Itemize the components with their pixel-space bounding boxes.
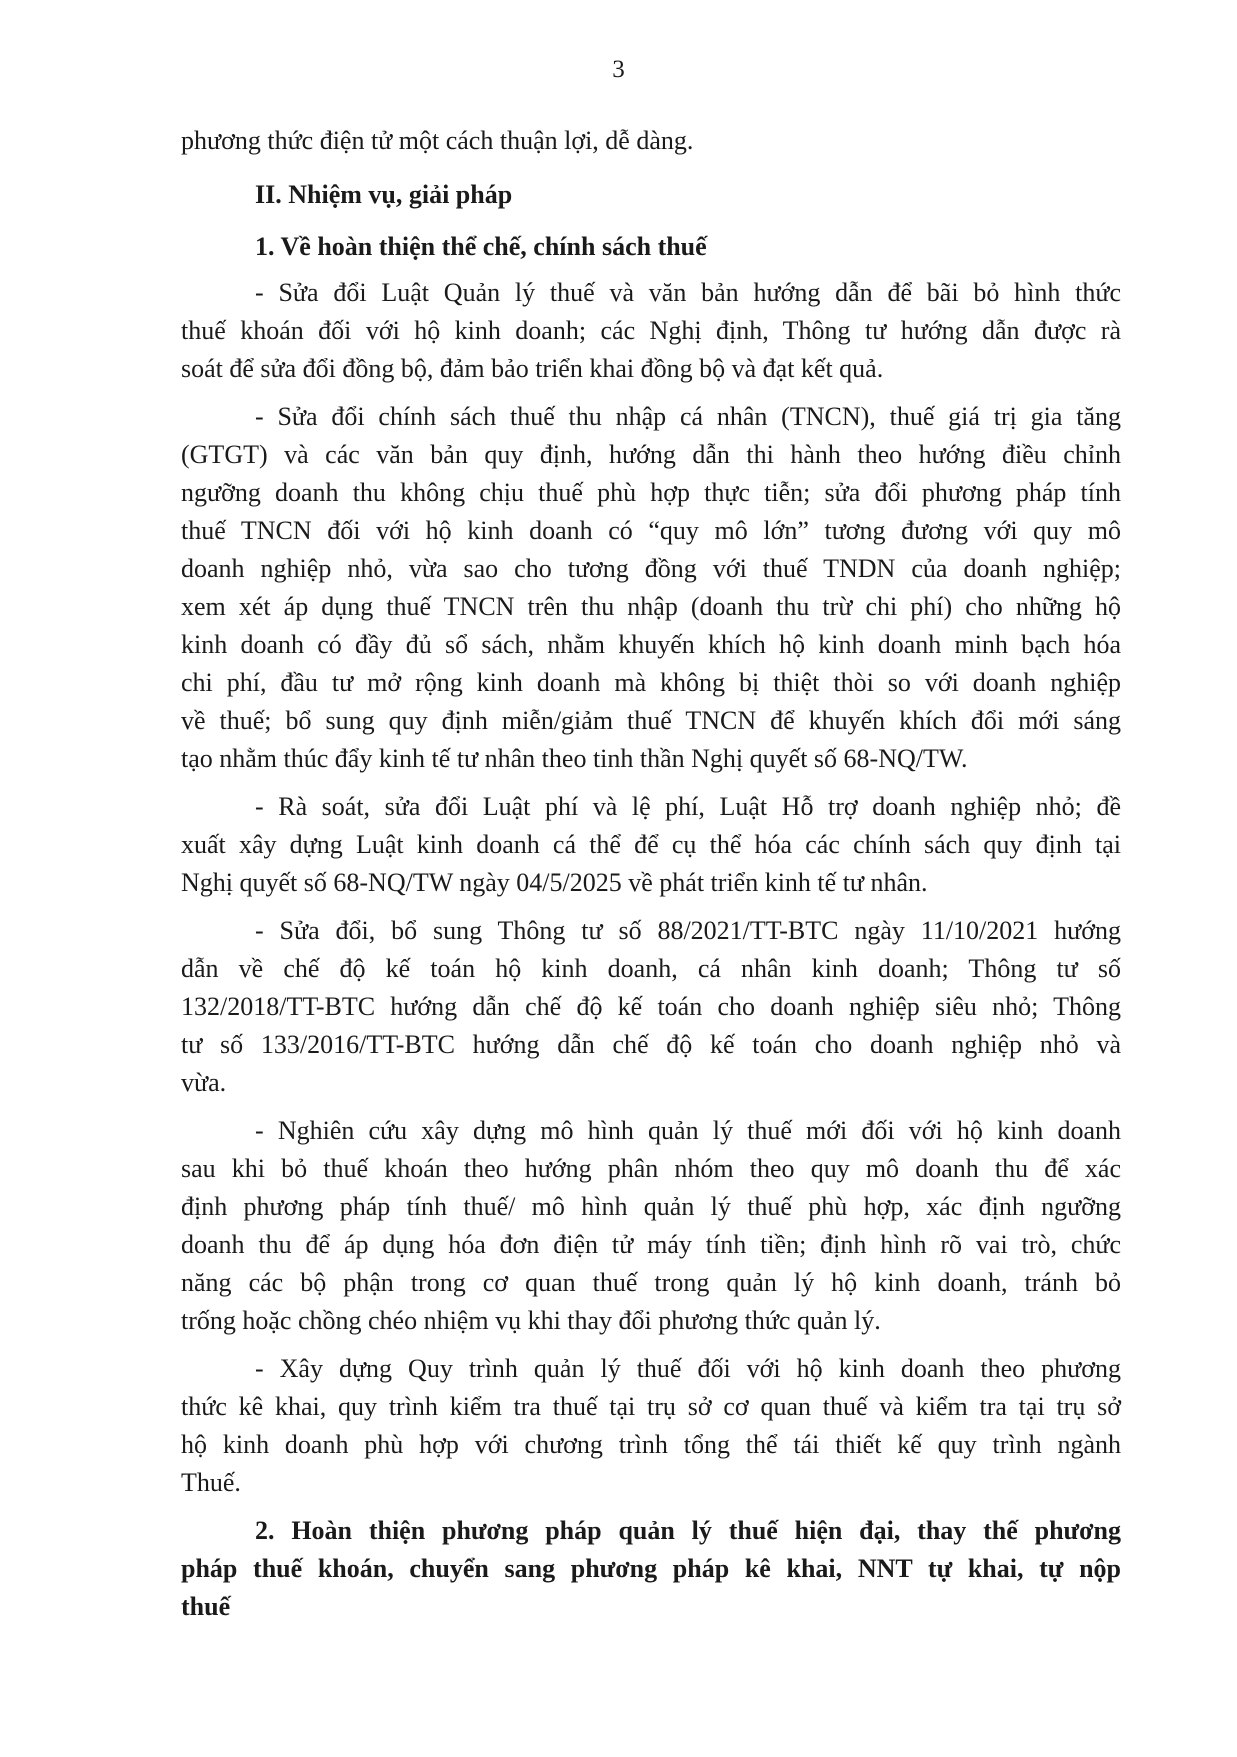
text-line: - Xây dựng Quy trình quản lý thuế đối với hộ kinh doanh theo phương bbox=[255, 1354, 1121, 1383]
text-line: tư số 133/2016/TT-BTC hướng dẫn chế độ kế toán cho doanh nghiệp nhỏ và bbox=[181, 1030, 1121, 1059]
text-line: xem xét áp dụng thuế TNCN trên thu nhập (doanh thu trừ chi phí) cho những hộ bbox=[181, 592, 1121, 621]
text-line: thuế TNCN đối với hộ kinh doanh có “quy mô lớn” tương đương với quy mô bbox=[181, 516, 1121, 545]
text-line: II. Nhiệm vụ, giải pháp bbox=[255, 180, 513, 209]
section-heading bbox=[181, 222, 1121, 272]
text-line: doanh nghiệp nhỏ, vừa sao cho tương đồng với thuế TNDN của doanh nghiệp; bbox=[181, 554, 1121, 583]
text-line: (GTGT) và các văn bản quy định, hướng dẫn thi hành theo hướng điều chỉnh bbox=[181, 440, 1121, 469]
paragraph bbox=[181, 912, 1121, 1102]
paragraph bbox=[181, 788, 1121, 902]
text-line: 132/2018/TT-BTC hướng dẫn chế độ kế toán cho doanh nghiệp siêu nhỏ; Thông bbox=[181, 992, 1121, 1021]
text-line: - Sửa đổi chính sách thuế thu nhập cá nhân (TNCN), thuế giá trị gia tăng bbox=[255, 402, 1121, 431]
text-line: hộ kinh doanh phù hợp với chương trình tổng thể tái thiết kế quy trình ngành bbox=[181, 1430, 1121, 1459]
text-line: ngưỡng doanh thu không chịu thuế phù hợp thực tiễn; sửa đổi phương pháp tính bbox=[181, 478, 1121, 507]
page-number: 3 bbox=[612, 56, 625, 83]
text-line: năng các bộ phận trong cơ quan thuế trong quản lý hộ kinh doanh, tránh bỏ bbox=[181, 1268, 1121, 1297]
text-line: thuế khoán đối với hộ kinh doanh; các Nghị định, Thông tư hướng dẫn được rà bbox=[181, 316, 1121, 345]
paragraph bbox=[181, 274, 1121, 388]
text-line: định phương pháp tính thuế/ mô hình quản lý thuế phù hợp, xác định ngưỡng bbox=[181, 1192, 1121, 1221]
text-line: thuế bbox=[181, 1592, 231, 1621]
text-line: trống hoặc chồng chéo nhiệm vụ khi thay đổi phương thức quản lý. bbox=[181, 1306, 881, 1335]
text-line: Thuế. bbox=[181, 1468, 241, 1497]
text-line: vừa. bbox=[181, 1068, 227, 1097]
document-body bbox=[181, 122, 1121, 1636]
text-line: doanh thu để áp dụng hóa đơn điện tử máy tính tiền; định hình rõ vai trò, chức bbox=[181, 1230, 1121, 1259]
text-line: Nghị quyết số 68-NQ/TW ngày 04/5/2025 về phát triển kinh tế tư nhân. bbox=[181, 868, 928, 897]
text-line: chi phí, đầu tư mở rộng kinh doanh mà không bị thiệt thòi so với doanh nghiệp bbox=[181, 668, 1121, 697]
text-line: pháp thuế khoán, chuyển sang phương pháp kê khai, NNT tự khai, tự nộp bbox=[181, 1554, 1121, 1583]
text-line: - Rà soát, sửa đổi Luật phí và lệ phí, Luật Hỗ trợ doanh nghiệp nhỏ; đề bbox=[255, 792, 1121, 821]
text-line: - Sửa đổi, bổ sung Thông tư số 88/2021/TT-BTC ngày 11/10/2021 hướng bbox=[255, 916, 1121, 945]
text-line: sau khi bỏ thuế khoán theo hướng phân nhóm theo quy mô doanh thu để xác bbox=[181, 1154, 1121, 1183]
text-line: dẫn về chế độ kế toán hộ kinh doanh, cá nhân kinh doanh; Thông tư số bbox=[181, 954, 1121, 983]
text-line: - Nghiên cứu xây dựng mô hình quản lý thuế mới đối với hộ kinh doanh bbox=[255, 1116, 1121, 1145]
text-line: phương thức điện tử một cách thuận lợi, dễ dàng. bbox=[181, 126, 694, 155]
section-heading bbox=[181, 1512, 1121, 1626]
paragraph bbox=[181, 1350, 1121, 1502]
text-line: kinh doanh có đầy đủ sổ sách, nhằm khuyến khích hộ kinh doanh minh bạch hóa bbox=[181, 630, 1121, 659]
paragraph bbox=[181, 1112, 1121, 1340]
paragraph bbox=[181, 122, 1121, 160]
text-line: tạo nhằm thúc đẩy kinh tế tư nhân theo tinh thần Nghị quyết số 68-NQ/TW. bbox=[181, 744, 968, 773]
text-line: thức kê khai, quy trình kiểm tra thuế tại trụ sở cơ quan thuế và kiểm tra tại trụ sở bbox=[181, 1392, 1121, 1421]
section-heading bbox=[181, 170, 1121, 220]
text-line: soát để sửa đổi đồng bộ, đảm bảo triển khai đồng bộ và đạt kết quả. bbox=[181, 354, 884, 383]
text-line: - Sửa đổi Luật Quản lý thuế và văn bản hướng dẫn để bãi bỏ hình thức bbox=[255, 278, 1121, 307]
text-line: về thuế; bổ sung quy định miễn/giảm thuế TNCN để khuyến khích đổi mới sáng bbox=[181, 706, 1121, 735]
text-line: 1. Về hoàn thiện thể chế, chính sách thuế bbox=[255, 232, 707, 261]
text-line: xuất xây dựng Luật kinh doanh cá thể để cụ thể hóa các chính sách quy định tại bbox=[181, 830, 1121, 859]
text-line: 2. Hoàn thiện phương pháp quản lý thuế hiện đại, thay thế phương bbox=[255, 1516, 1121, 1545]
paragraph bbox=[181, 398, 1121, 778]
